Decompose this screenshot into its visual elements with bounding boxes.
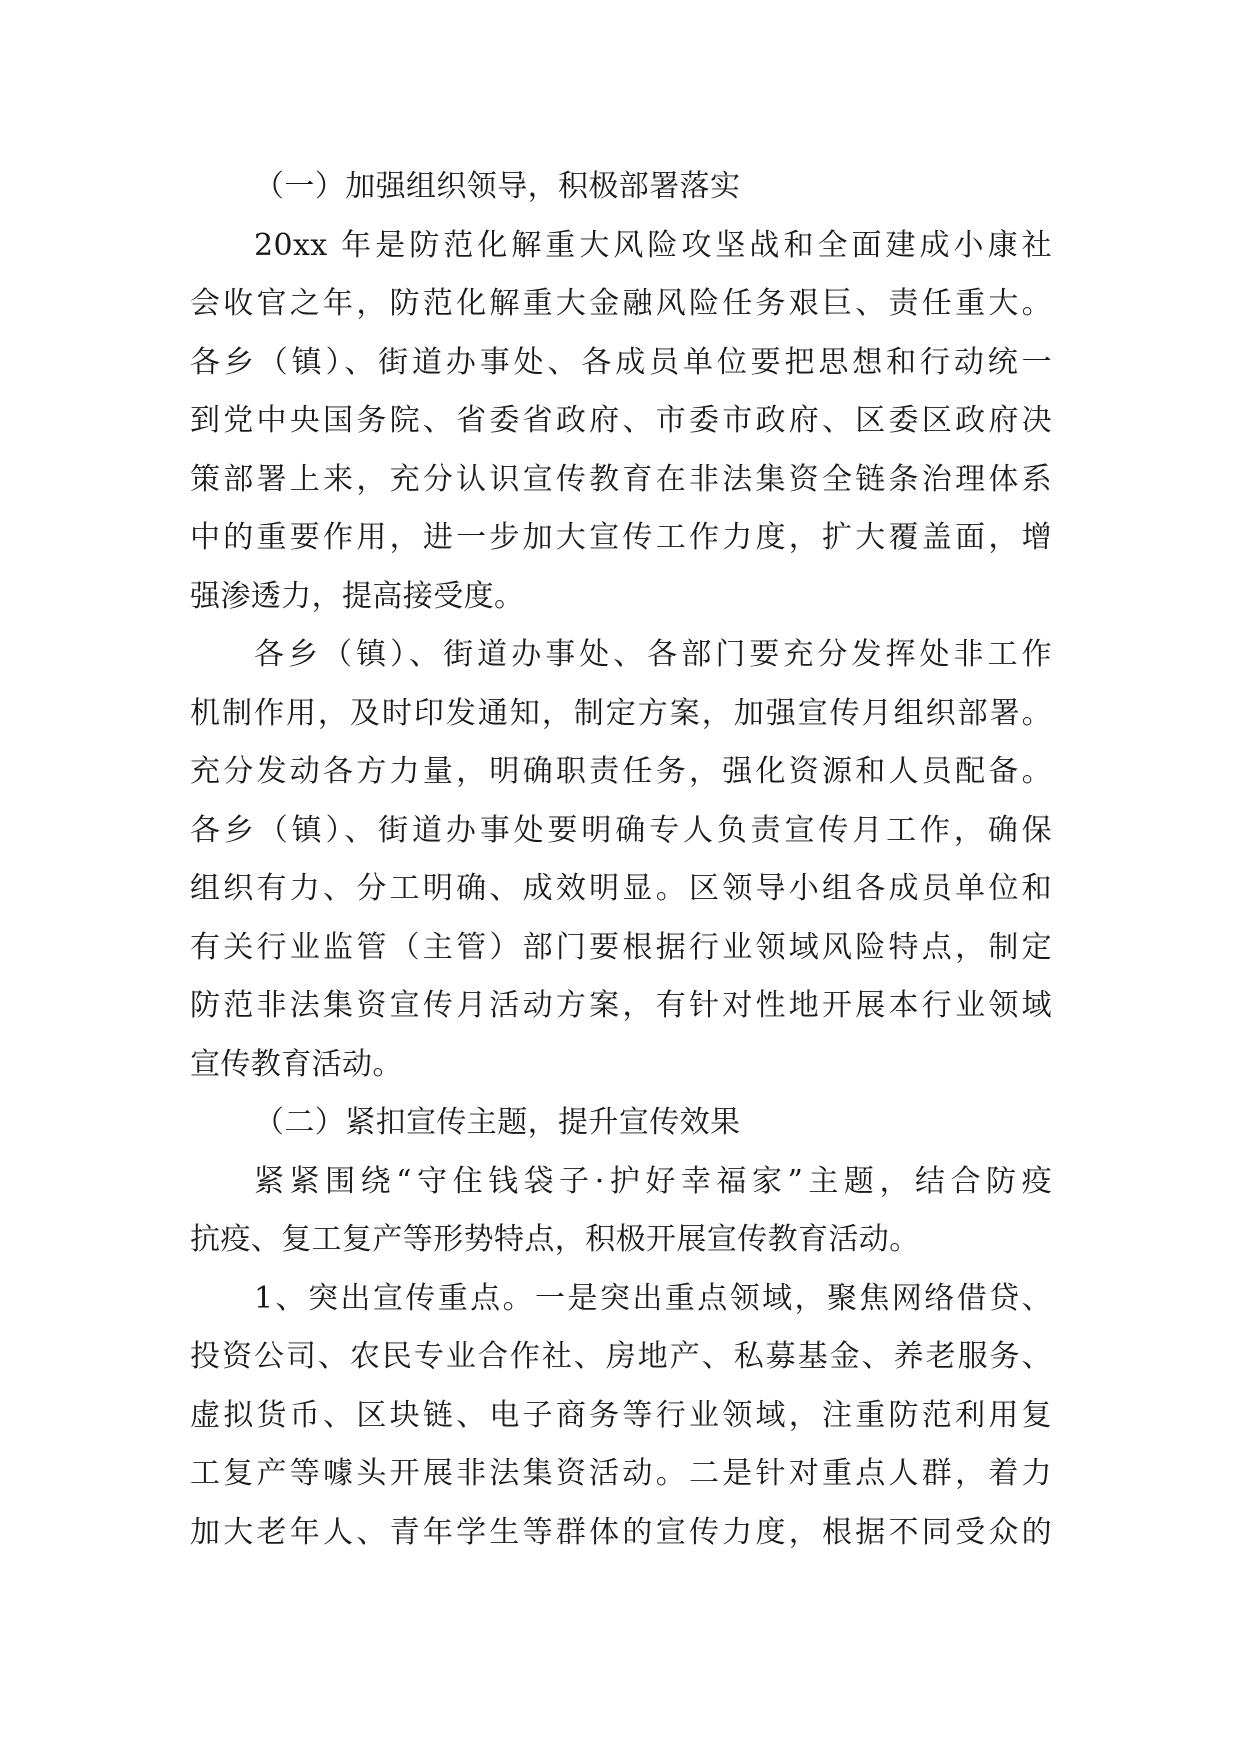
paragraph-line: 有关行业监管（主管）部门要根据行业领域风险特点，制定 [190,929,1052,965]
paragraph-line: 机制作用，及时印发通知，制定方案，加强宣传月组织部署。 [190,695,1052,731]
paragraph-line: 20xx 年是防范化解重大风险攻坚战和全面建成小康社 [254,227,1052,263]
paragraph-line: 抗疫、复工复产等形势特点，积极开展宣传教育活动。 [190,1222,920,1257]
paragraph-line: 到党中央国务院、省委省政府、市委市政府、区委区政府决 [190,403,1052,438]
paragraph-line: 紧紧围绕“守住钱袋子·护好幸福家”主题，结合防疫 [254,1163,1052,1199]
paragraph-line: 投资公司、农民专业合作社、房地产、私募基金、养老服务、 [190,1339,1052,1374]
paragraph-line: 充分发动各方力量，明确职责任务，强化资源和人员配备。 [190,754,1052,789]
paragraph-line: 中的重要作用，进一步加大宣传工作力度，扩大覆盖面，增 [190,520,1052,555]
paragraph-line: 各乡（镇）、街道办事处要明确专人负责宣传月工作，确保 [190,812,1052,848]
paragraph-line: 强渗透力，提高接受度。 [190,578,525,614]
paragraph-line: 加大老年人、青年学生等群体的宣传力度，根据不同受众的 [190,1514,1052,1550]
paragraph-line: 宣传教育活动。 [190,1046,403,1082]
paragraph-line: 组织有力、分工明确、成效明显。区领导小组各成员单位和 [190,871,1052,906]
section-heading-1: （一）加强组织领导，积极部署落实 [254,169,741,204]
paragraph-line: 各乡（镇）、街道办事处、各成员单位要把思想和行动统一 [190,344,1052,380]
paragraph-line: 会收官之年，防范化解重大金融风险任务艰巨、责任重大。 [190,286,1052,321]
paragraph-line: 防范非法集资宣传月活动方案，有针对性地开展本行业领域 [190,988,1052,1023]
section-heading-2: （二）紧扣宣传主题，提升宣传效果 [254,1105,741,1140]
paragraph-line: 策部署上来，充分认识宣传教育在非法集资全链条治理体系 [190,461,1052,497]
paragraph-line: 工复产等噱头开展非法集资活动。二是针对重点人群，着力 [190,1456,1052,1491]
paragraph-line: 各乡（镇）、街道办事处、各部门要充分发挥处非工作 [254,637,1052,672]
document-body [190,158,1052,1562]
paragraph-line: 虚拟货币、区块链、电子商务等行业领域，注重防范利用复 [190,1397,1052,1433]
paragraph-line: 1、突出宣传重点。一是突出重点领域，聚焦网络借贷、 [254,1280,1052,1316]
